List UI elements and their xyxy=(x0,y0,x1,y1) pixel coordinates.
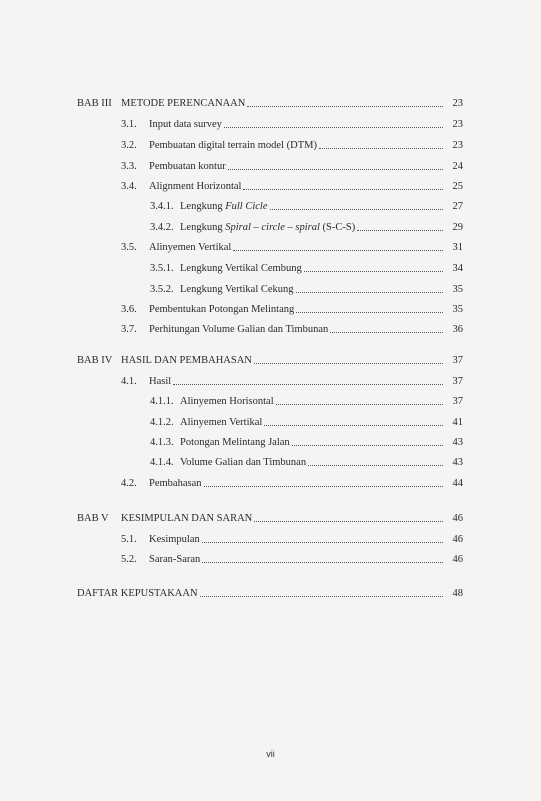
toc-entry-page: 46 xyxy=(452,513,463,524)
toc-entry-page: 46 xyxy=(452,554,463,565)
dot-leader xyxy=(224,118,443,128)
toc-entry-title: Lengkung Vertikal Cembung xyxy=(180,263,302,274)
toc-entry-number: 3.6. xyxy=(121,304,137,315)
toc-entry xyxy=(121,323,463,337)
dot-leader xyxy=(200,587,443,597)
toc-entry-title: Alinyemen Vertikal xyxy=(180,417,263,428)
toc-entry-page: 24 xyxy=(452,161,463,172)
dot-leader xyxy=(296,303,443,313)
toc-entry xyxy=(150,221,463,235)
toc-entry-page: 23 xyxy=(452,140,463,151)
toc-entry xyxy=(121,160,463,174)
toc-entry-page: 44 xyxy=(452,478,463,489)
toc-entry-number: 3.4.2. xyxy=(150,222,174,233)
toc-entry xyxy=(77,354,463,368)
toc-entry-number: 4.1. xyxy=(121,376,137,387)
toc-entry-page: 35 xyxy=(452,304,463,315)
dot-leader xyxy=(202,533,443,543)
toc-entry-title: Alinyemen Horisontal xyxy=(180,396,274,407)
toc-entry-page: 41 xyxy=(452,417,463,428)
dot-leader xyxy=(233,241,443,251)
toc-entry-title: Pembuatan digital terrain model (DTM) xyxy=(149,140,317,151)
dot-leader xyxy=(308,456,443,466)
toc-entry-title-part: (S-C-S) xyxy=(319,222,356,233)
toc-entry-number: 3.4.1. xyxy=(150,201,174,212)
toc-entry-title xyxy=(180,221,355,235)
toc-entry-title: Volume Galian dan Timbunan xyxy=(180,457,307,468)
toc-entry-title: Input data survey xyxy=(149,119,222,130)
toc-entry-page: 36 xyxy=(452,324,463,335)
toc-entry-title: Pembahasan xyxy=(149,478,202,489)
dot-leader xyxy=(357,221,443,231)
toc-entry-number: 5.2. xyxy=(121,554,137,565)
toc-entry xyxy=(150,436,463,450)
toc-entry xyxy=(121,118,463,132)
toc-entry-page: 37 xyxy=(452,396,463,407)
toc-entry-number: 4.1.3. xyxy=(150,437,174,448)
toc-entry-title: KESIMPULAN DAN SARAN xyxy=(121,513,253,524)
dot-leader xyxy=(330,323,443,333)
toc-entry-page: 46 xyxy=(452,534,463,545)
toc-entry xyxy=(150,262,463,276)
toc-entry xyxy=(121,375,463,389)
toc-entry xyxy=(150,200,463,214)
toc-entry-title: Alinyemen Vertikal xyxy=(149,242,232,253)
toc-entry-page: 48 xyxy=(452,588,463,599)
toc-entry xyxy=(150,456,463,470)
toc-entry-page: 43 xyxy=(452,437,463,448)
toc-entry xyxy=(77,97,463,111)
dot-leader xyxy=(243,180,443,190)
toc-entry-title: HASIL DAN PEMBAHASAN xyxy=(121,355,252,366)
toc-entry-page: 29 xyxy=(452,222,463,233)
toc-entry-number: 3.5. xyxy=(121,242,137,253)
toc-entry-number: 3.5.1. xyxy=(150,263,174,274)
toc-entry-number: 3.5.2. xyxy=(150,284,174,295)
toc-entry xyxy=(121,139,463,153)
toc-entry xyxy=(150,283,463,297)
toc-entry-number: BAB III xyxy=(77,98,112,109)
toc-entry xyxy=(150,395,463,409)
page-number: vii xyxy=(266,749,275,759)
dot-leader xyxy=(292,436,443,446)
dot-leader xyxy=(254,512,443,522)
toc-entry-number: BAB IV xyxy=(77,355,113,366)
toc-entry-title: Alignment Horizontal xyxy=(149,181,242,192)
toc-entry-page: 43 xyxy=(452,457,463,468)
toc-entry-number: 3.1. xyxy=(121,119,137,130)
toc-entry-title-italic: Full Cicle xyxy=(225,201,268,212)
dot-leader xyxy=(247,97,443,107)
toc-entry-number: 4.1.1. xyxy=(150,396,174,407)
toc-entry xyxy=(121,533,463,547)
dot-leader xyxy=(228,160,443,170)
dot-leader xyxy=(204,477,444,487)
toc-entry-title-part: Lengkung xyxy=(180,201,226,212)
toc-entry-page: 37 xyxy=(452,355,463,366)
toc-entry xyxy=(121,553,463,567)
toc-entry xyxy=(150,416,463,430)
toc-entry-title xyxy=(180,200,268,214)
toc-entry-number: 4.1.2. xyxy=(150,417,174,428)
toc-entry-number: 3.7. xyxy=(121,324,137,335)
toc-entry-page: 23 xyxy=(452,119,463,130)
toc-entry xyxy=(121,180,463,194)
dot-leader xyxy=(254,354,443,364)
toc-entry-number: 3.2. xyxy=(121,140,137,151)
toc-entry-page: 37 xyxy=(452,376,463,387)
dot-leader xyxy=(276,395,443,405)
dot-leader xyxy=(173,375,443,385)
toc-entry-title: Kesimpulan xyxy=(149,534,200,545)
toc-entry-title: Potongan Melintang Jalan xyxy=(180,437,290,448)
toc-entry-title-part: Lengkung xyxy=(180,222,226,233)
toc-entry-number: BAB V xyxy=(77,513,109,524)
dot-leader xyxy=(264,416,443,426)
toc-entry-page: 34 xyxy=(452,263,463,274)
toc-entry-page: 31 xyxy=(452,242,463,253)
dot-leader xyxy=(296,283,443,293)
dot-leader xyxy=(304,262,443,272)
toc-entry-number: 4.2. xyxy=(121,478,137,489)
toc-entry xyxy=(77,587,463,601)
toc-entry xyxy=(121,477,463,491)
toc-entry-title: Perhitungan Volume Galian dan Timbunan xyxy=(149,324,329,335)
toc-entry-title: Pembentukan Potongan Melintang xyxy=(149,304,295,315)
dot-leader xyxy=(270,200,444,210)
toc-entry-number: 3.3. xyxy=(121,161,137,172)
toc-entry-page: 25 xyxy=(452,181,463,192)
toc-entry-title: Saran-Saran xyxy=(149,554,201,565)
toc-entry-title: Pembuatan kontur xyxy=(149,161,226,172)
toc-entry-title: Lengkung Vertikal Cekung xyxy=(180,284,294,295)
toc-entry-title: DAFTAR KEPUSTAKAAN xyxy=(77,588,198,599)
toc-entry xyxy=(121,241,463,255)
dot-leader xyxy=(319,139,443,149)
toc-entry-number: 3.4. xyxy=(121,181,137,192)
toc-entry-page: 27 xyxy=(452,201,463,212)
toc-entry-number: 4.1.4. xyxy=(150,457,174,468)
toc-entry-page: 35 xyxy=(452,284,463,295)
toc-entry-title-italic: Spiral – circle – spiral xyxy=(225,222,320,233)
toc-entry-title: Hasil xyxy=(149,376,172,387)
dot-leader xyxy=(202,553,443,563)
toc-entry xyxy=(121,303,463,317)
toc-entry-title: METODE PERENCANAAN xyxy=(121,98,246,109)
toc-entry-page: 23 xyxy=(452,98,463,109)
toc-entry-number: 5.1. xyxy=(121,534,137,545)
toc-entry xyxy=(77,512,463,526)
